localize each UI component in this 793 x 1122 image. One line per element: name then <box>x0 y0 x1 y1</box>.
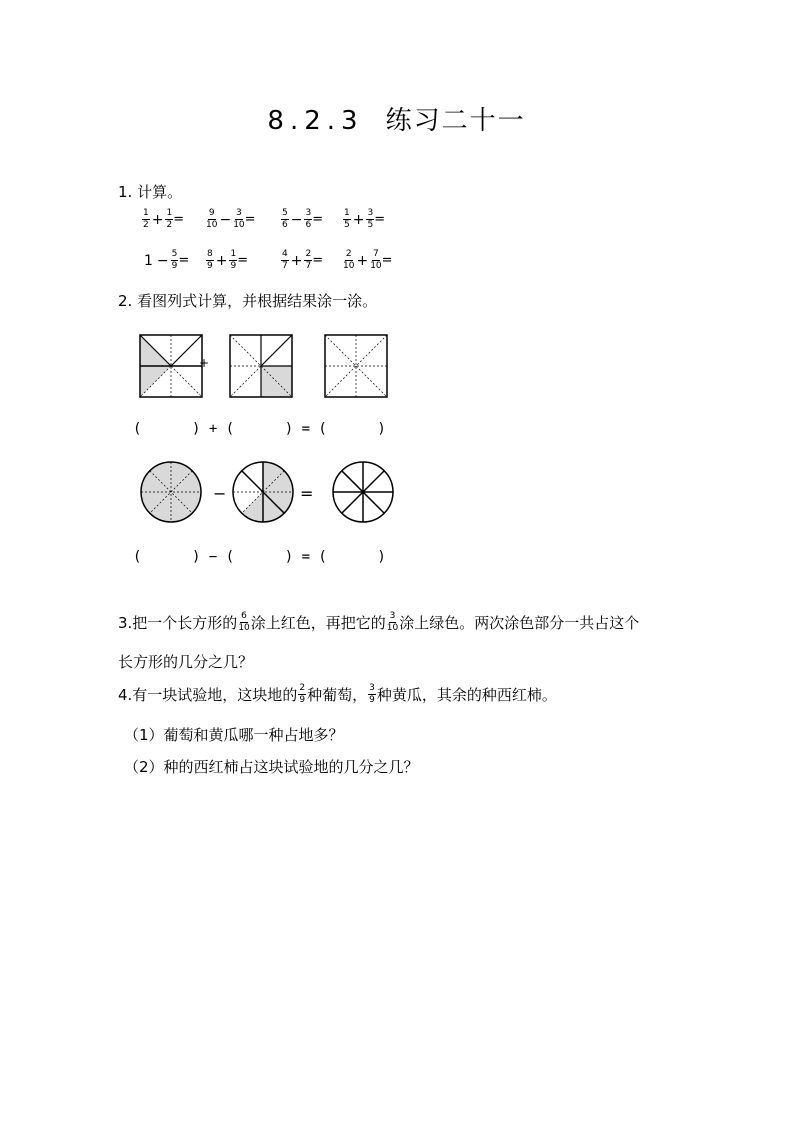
equals-sign: = <box>312 253 324 268</box>
operand-a-numerator: 8 <box>207 249 213 259</box>
q3-f1-denominator: 10 <box>238 623 250 633</box>
q4-f1-numerator: 2 <box>299 683 306 693</box>
calc-expression <box>142 250 189 271</box>
operand-a-denominator: 6 <box>282 220 288 230</box>
operand-a-fraction <box>281 209 289 230</box>
q3-text-2: 涂上红色，再把它的 <box>250 614 386 632</box>
operand-a-denominator: 7 <box>282 261 288 271</box>
operand-a-fraction <box>281 250 289 271</box>
q3-fraction-2 <box>387 612 398 633</box>
operator: + <box>290 252 303 269</box>
operand-b-fraction <box>233 209 244 230</box>
equals-sign: = <box>173 212 185 227</box>
q4-fraction-2 <box>368 684 376 705</box>
calc-expression <box>206 250 248 271</box>
operand-b-denominator: 2 <box>166 220 173 230</box>
page-title <box>0 100 793 137</box>
operand-b-fraction <box>171 250 179 271</box>
q2-squares-figure <box>130 325 410 410</box>
operand-a-fraction <box>206 250 214 271</box>
q2-circles-equation: ( ) − ( ) = ( ) <box>133 549 386 565</box>
operand-a-numerator: 1 <box>344 208 350 218</box>
operand-b-numerator: 1 <box>166 208 173 218</box>
q4-fraction-1 <box>298 684 306 705</box>
operand-b-denominator: 6 <box>305 220 312 230</box>
circle-equals-sign: = <box>300 484 314 503</box>
q3-f2-denominator: 10 <box>386 623 399 633</box>
equals-sign: = <box>237 253 249 268</box>
operand-a-denominator: 9 <box>207 261 213 271</box>
q4-f1-denominator: 9 <box>299 695 306 705</box>
operand-a-fraction <box>343 250 354 271</box>
q3-text-3: 涂上绿色。两次涂色部分一共占这个 <box>399 614 640 632</box>
operand-a-denominator: 10 <box>343 261 355 271</box>
operator: + <box>215 252 228 269</box>
q1-label: 1. 计算。 <box>118 183 183 201</box>
calc-expression <box>343 209 385 230</box>
circle-3 <box>333 462 393 522</box>
calc-expression <box>142 209 184 230</box>
q3-fraction-1 <box>238 612 249 633</box>
q3-text-1: 3.把一个长方形的 <box>118 614 238 632</box>
q3-line2: 长方形的几分之几？ <box>118 653 254 671</box>
operand-b-numerator: 1 <box>230 249 237 259</box>
operand-a-fraction <box>142 209 150 230</box>
q4-sub2: （2）种的西红柿占这块试验地的几分之几？ <box>124 758 419 776</box>
operand-b-fraction <box>165 209 173 230</box>
circle-1 <box>141 462 201 522</box>
operand-a-denominator: 10 <box>206 220 218 230</box>
square-2 <box>230 335 292 397</box>
whole-number: 1 <box>144 252 153 269</box>
operand-a-numerator: 1 <box>143 208 149 218</box>
operand-b-numerator: 3 <box>367 208 374 218</box>
q4-f2-denominator: 9 <box>369 695 375 705</box>
operand-a-numerator: 2 <box>345 249 352 259</box>
operand-a-fraction <box>206 209 217 230</box>
operand-b-fraction <box>304 250 312 271</box>
q4-line1 <box>118 684 557 705</box>
equals-sign: = <box>381 253 393 268</box>
q3-line1 <box>118 612 639 633</box>
operand-a-numerator: 5 <box>282 208 288 218</box>
operand-b-fraction <box>366 209 374 230</box>
operand-b-fraction <box>229 250 237 271</box>
operand-b-fraction <box>370 250 381 271</box>
q2-squares-equation: ( ) + ( ) = ( ) <box>133 421 386 437</box>
circle-minus-sign: − <box>213 484 227 503</box>
q4-text-3: 种黄瓜，其余的种西红柿。 <box>376 686 557 704</box>
q2-label: 2. 看图列式计算，并根据结果涂一涂。 <box>118 292 378 310</box>
square-1 <box>140 335 202 397</box>
operand-b-denominator: 10 <box>370 261 382 271</box>
operand-b-numerator: 3 <box>236 208 242 218</box>
operand-b-denominator: 7 <box>305 261 312 271</box>
operand-a-denominator: 5 <box>344 220 350 230</box>
operator: + <box>356 252 369 269</box>
operand-b-numerator: 3 <box>305 208 312 218</box>
equals-sign: = <box>244 212 256 227</box>
operand-a-numerator: 4 <box>282 249 288 259</box>
q3-f1-numerator: 6 <box>241 611 247 621</box>
operand-b-denominator: 9 <box>230 261 237 271</box>
calc-expression <box>281 250 323 271</box>
title-name: 练习二十一 <box>385 106 526 136</box>
operand-b-numerator: 7 <box>373 249 379 259</box>
operator: − <box>219 211 232 228</box>
q4-text-1: 4.有一块试验地，这块地的 <box>118 686 298 704</box>
operator: − <box>156 252 169 269</box>
square-3 <box>325 335 387 397</box>
q4-sub1: （1）葡萄和黄瓜哪一种占地多？ <box>124 726 344 744</box>
operand-b-denominator: 10 <box>233 220 245 230</box>
equals-sign: = <box>178 253 190 268</box>
q3-f2-numerator: 3 <box>389 611 396 621</box>
operand-a-denominator: 2 <box>143 220 149 230</box>
calc-expression <box>281 209 323 230</box>
circle-2 <box>233 462 293 522</box>
operator: + <box>352 211 365 228</box>
operator: − <box>290 211 303 228</box>
operand-a-fraction <box>343 209 351 230</box>
operand-b-numerator: 2 <box>305 249 312 259</box>
q4-text-2: 种葡萄， <box>307 686 368 704</box>
equals-sign: = <box>312 212 324 227</box>
operand-b-fraction <box>304 209 312 230</box>
operand-b-numerator: 5 <box>171 249 178 259</box>
operand-b-denominator: 5 <box>367 220 374 230</box>
square-plus-sign: + <box>199 356 210 370</box>
operand-b-denominator: 9 <box>171 261 178 271</box>
operand-a-numerator: 9 <box>208 208 215 218</box>
q4-f2-numerator: 3 <box>369 683 375 693</box>
calc-expression <box>206 209 256 230</box>
title-number: 8.2.3 <box>267 106 364 136</box>
equals-sign: = <box>374 212 386 227</box>
q2-circles-figure <box>130 455 410 535</box>
calc-expression <box>343 250 393 271</box>
operator: + <box>151 211 164 228</box>
